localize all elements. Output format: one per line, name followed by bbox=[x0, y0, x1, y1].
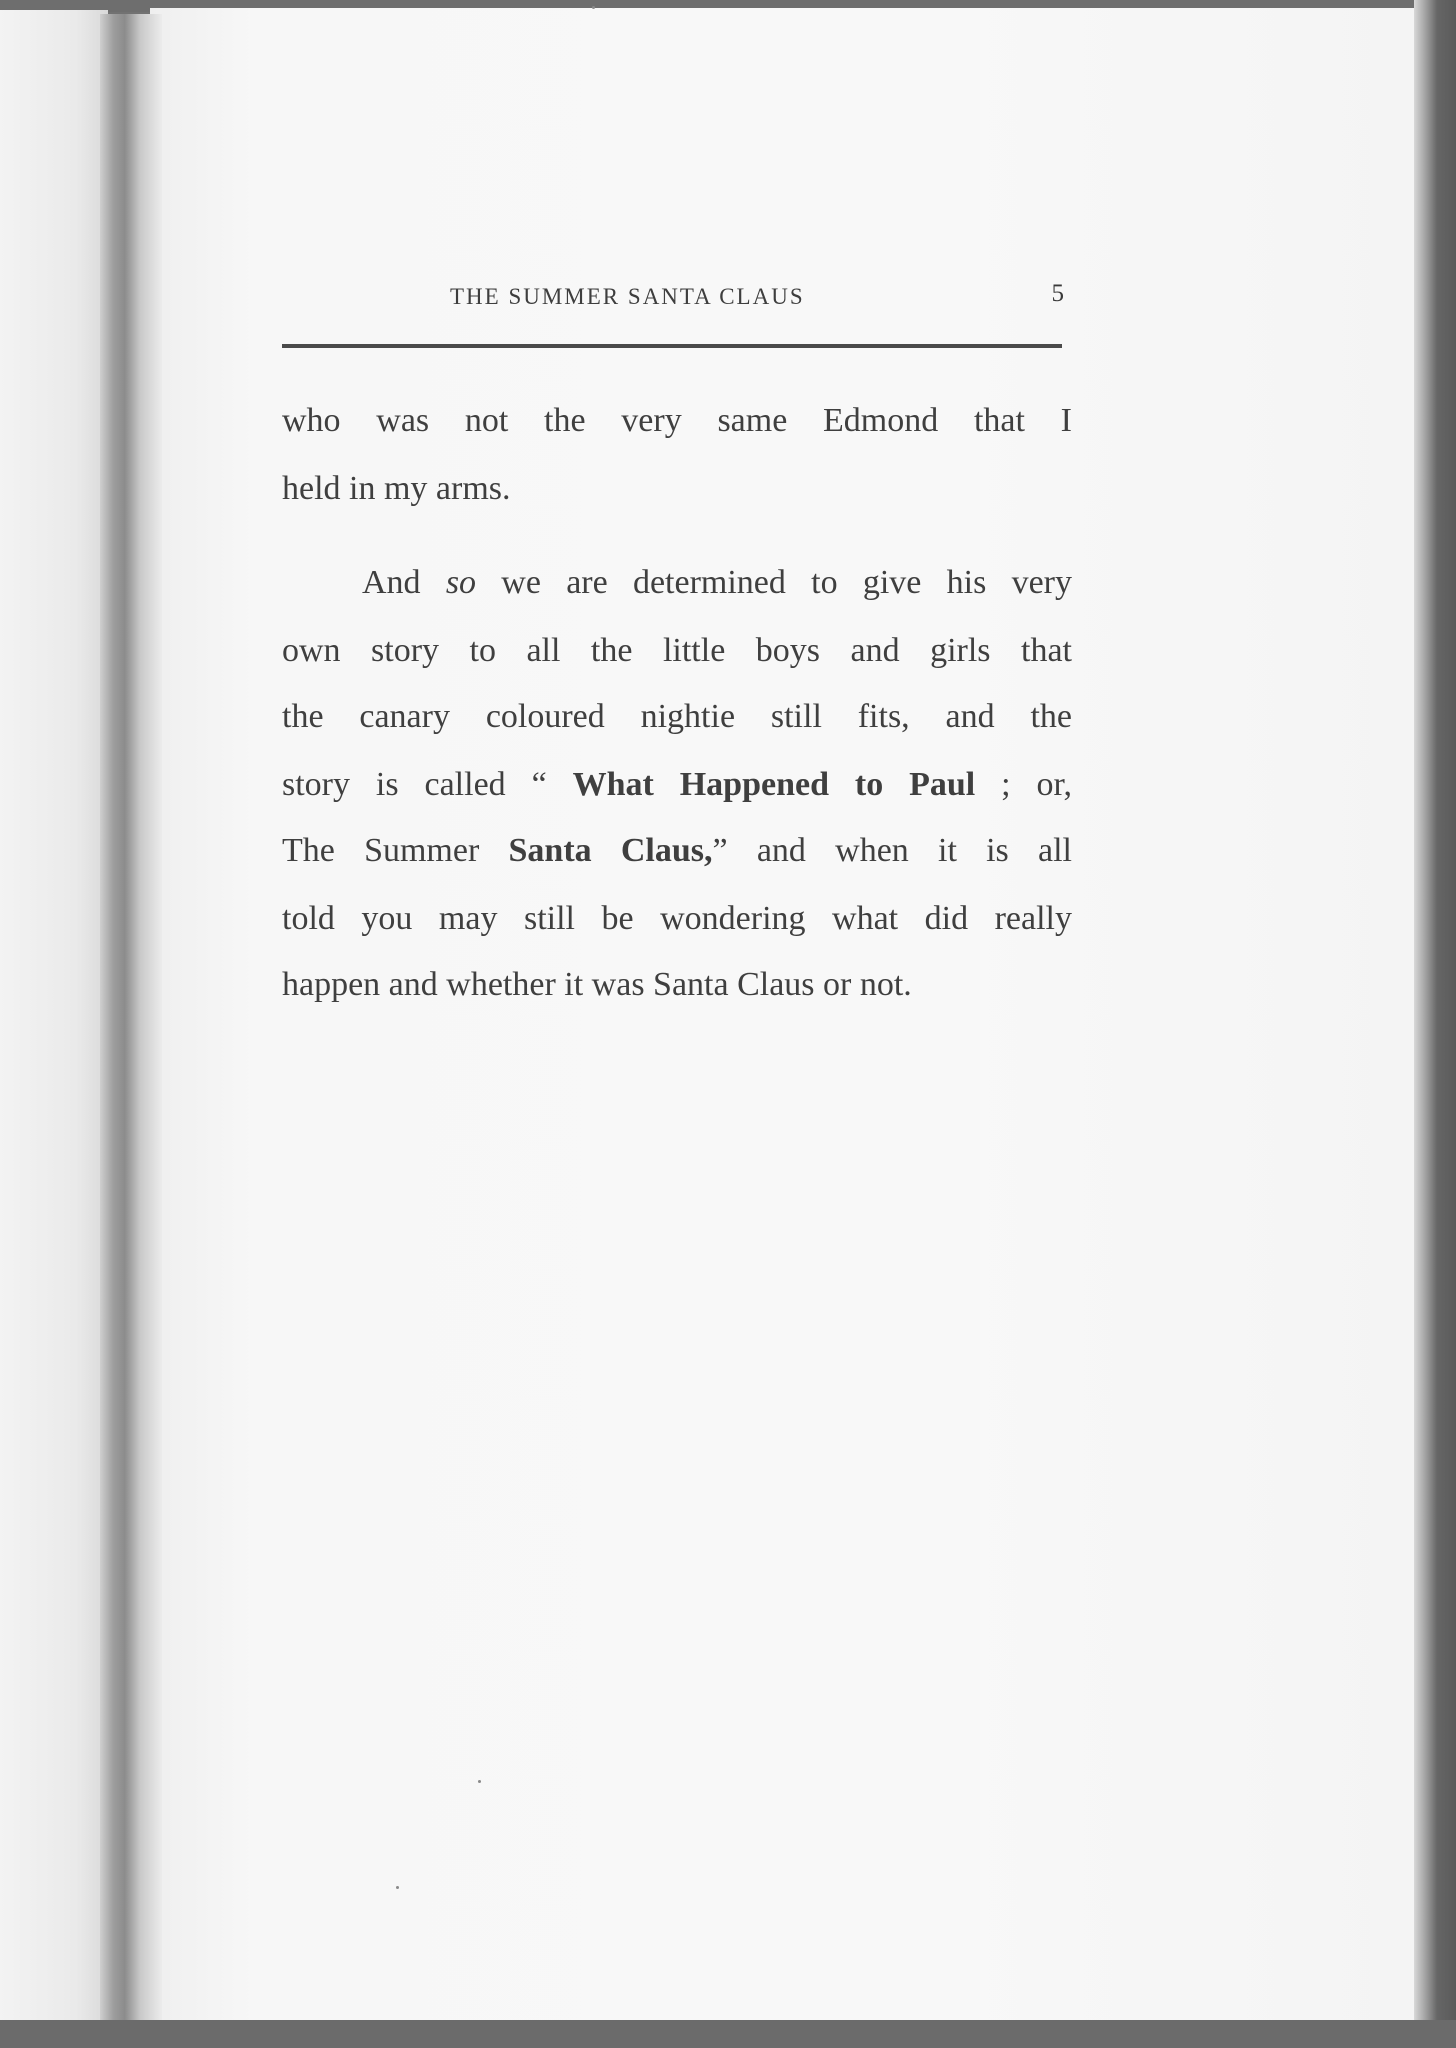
book-gutter bbox=[100, 14, 162, 2024]
running-head bbox=[282, 280, 1068, 320]
text-line: happen and whether it was Santa Claus or not. bbox=[282, 966, 912, 1003]
facing-page-edge bbox=[0, 10, 108, 2022]
paper-speck bbox=[396, 1886, 399, 1889]
page-number: 5 bbox=[1051, 280, 1064, 307]
header-rule bbox=[282, 344, 1062, 348]
text-line: held in my arms. bbox=[282, 470, 511, 507]
text-run: ; or, bbox=[975, 766, 1072, 803]
right-page-edge bbox=[1414, 0, 1456, 2048]
paper-speck bbox=[592, 6, 595, 9]
italic-word: so bbox=[445, 564, 477, 601]
bottom-scan-edge bbox=[0, 2020, 1456, 2048]
story-title: What Happened to Paul bbox=[572, 766, 976, 803]
text-run: story is called “ bbox=[282, 766, 573, 803]
text-run: ” and when it is all bbox=[712, 832, 1072, 869]
paper-speck bbox=[478, 1780, 481, 1783]
running-head-title: THE SUMMER SANTA CLAUS bbox=[450, 284, 805, 309]
text-line bbox=[362, 564, 1072, 602]
text-line bbox=[282, 766, 1072, 804]
text-line: the canary coloured nightie still fits, and the bbox=[282, 698, 1072, 735]
text-line: who was not the very same Edmond that I bbox=[282, 402, 1072, 439]
text-line: told you may still be wondering what did really bbox=[282, 900, 1072, 937]
text-line: own story to all the little boys and girls that bbox=[282, 632, 1072, 669]
text-run: The Summer bbox=[282, 832, 509, 869]
story-subtitle: Santa Claus, bbox=[508, 832, 713, 869]
text-line bbox=[282, 832, 1072, 870]
text-run: And bbox=[362, 564, 446, 601]
text-run: we are determined to give his very bbox=[476, 564, 1072, 601]
